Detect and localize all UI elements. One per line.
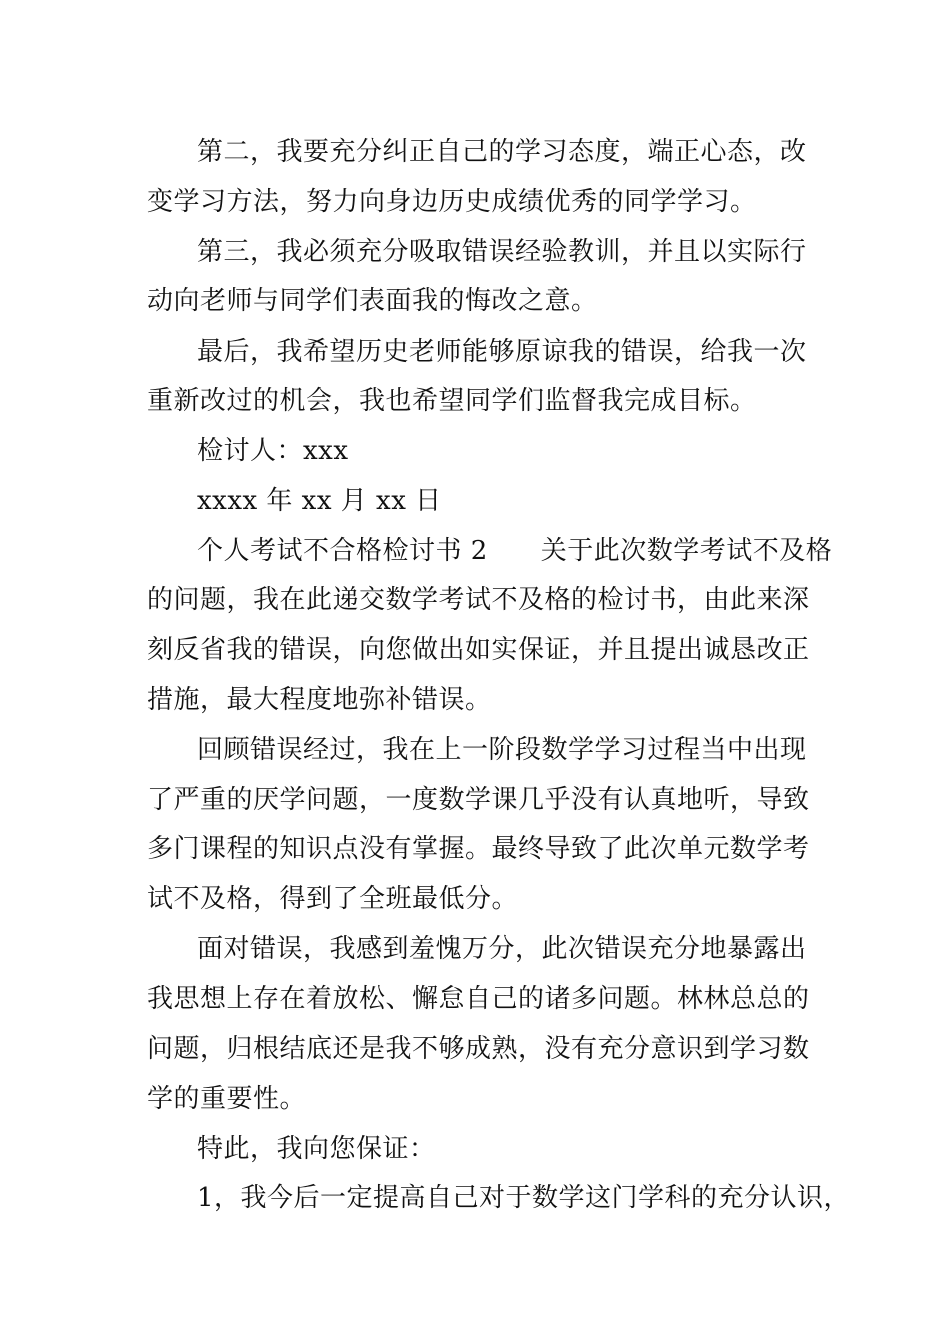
text-line: 动向老师与同学们表面我的悔改之意。 <box>147 286 598 316</box>
date-line: xxxx 年 xx 月 xx 日 <box>197 486 442 516</box>
text-line: 多门课程的知识点没有掌握。最终导致了此次单元数学考 <box>147 834 810 864</box>
text-line: 特此，我向您保证： <box>197 1134 436 1164</box>
text-line: 刻反省我的错误，向您做出如实保证，并且提出诚恳改正 <box>147 635 810 665</box>
text-line: 了严重的厌学问题，一度数学课几乎没有认真地听，导致 <box>147 785 810 815</box>
text-line: 学的重要性。 <box>147 1084 307 1114</box>
text-line: 第二，我要充分纠正自己的学习态度，端正心态，改 <box>197 137 807 167</box>
text-line: 最后，我希望历史老师能够原谅我的错误，给我一次 <box>197 337 807 367</box>
signature-line: 检讨人：xxx <box>197 436 349 466</box>
text-line: 1，我今后一定提高自己对于数学这门学科的充分认识， <box>197 1183 851 1213</box>
text-line: 我思想上存在着放松、懈怠自己的诸多问题。林林总总的 <box>147 984 810 1014</box>
text-line: 面对错误，我感到羞愧万分，此次错误充分地暴露出 <box>197 934 807 964</box>
text-line: 回顾错误经过，我在上一阶段数学学习过程当中出现 <box>197 735 807 765</box>
text-line: 变学习方法，努力向身边历史成绩优秀的同学学习。 <box>147 187 757 217</box>
text-line: 问题，归根结底还是我不够成熟，没有充分意识到学习数 <box>147 1034 810 1064</box>
text-line: 措施，最大程度地弥补错误。 <box>147 685 492 715</box>
text-line: 试不及格，得到了全班最低分。 <box>147 884 519 914</box>
text-line: 个人考试不合格检讨书 2 关于此次数学考试不及格 <box>197 536 833 566</box>
text-line: 重新改过的机会，我也希望同学们监督我完成目标。 <box>147 386 757 416</box>
text-line: 的问题，我在此递交数学考试不及格的检讨书，由此来深 <box>147 585 810 615</box>
text-line: 第三，我必须充分吸取错误经验教训，并且以实际行 <box>197 237 807 267</box>
